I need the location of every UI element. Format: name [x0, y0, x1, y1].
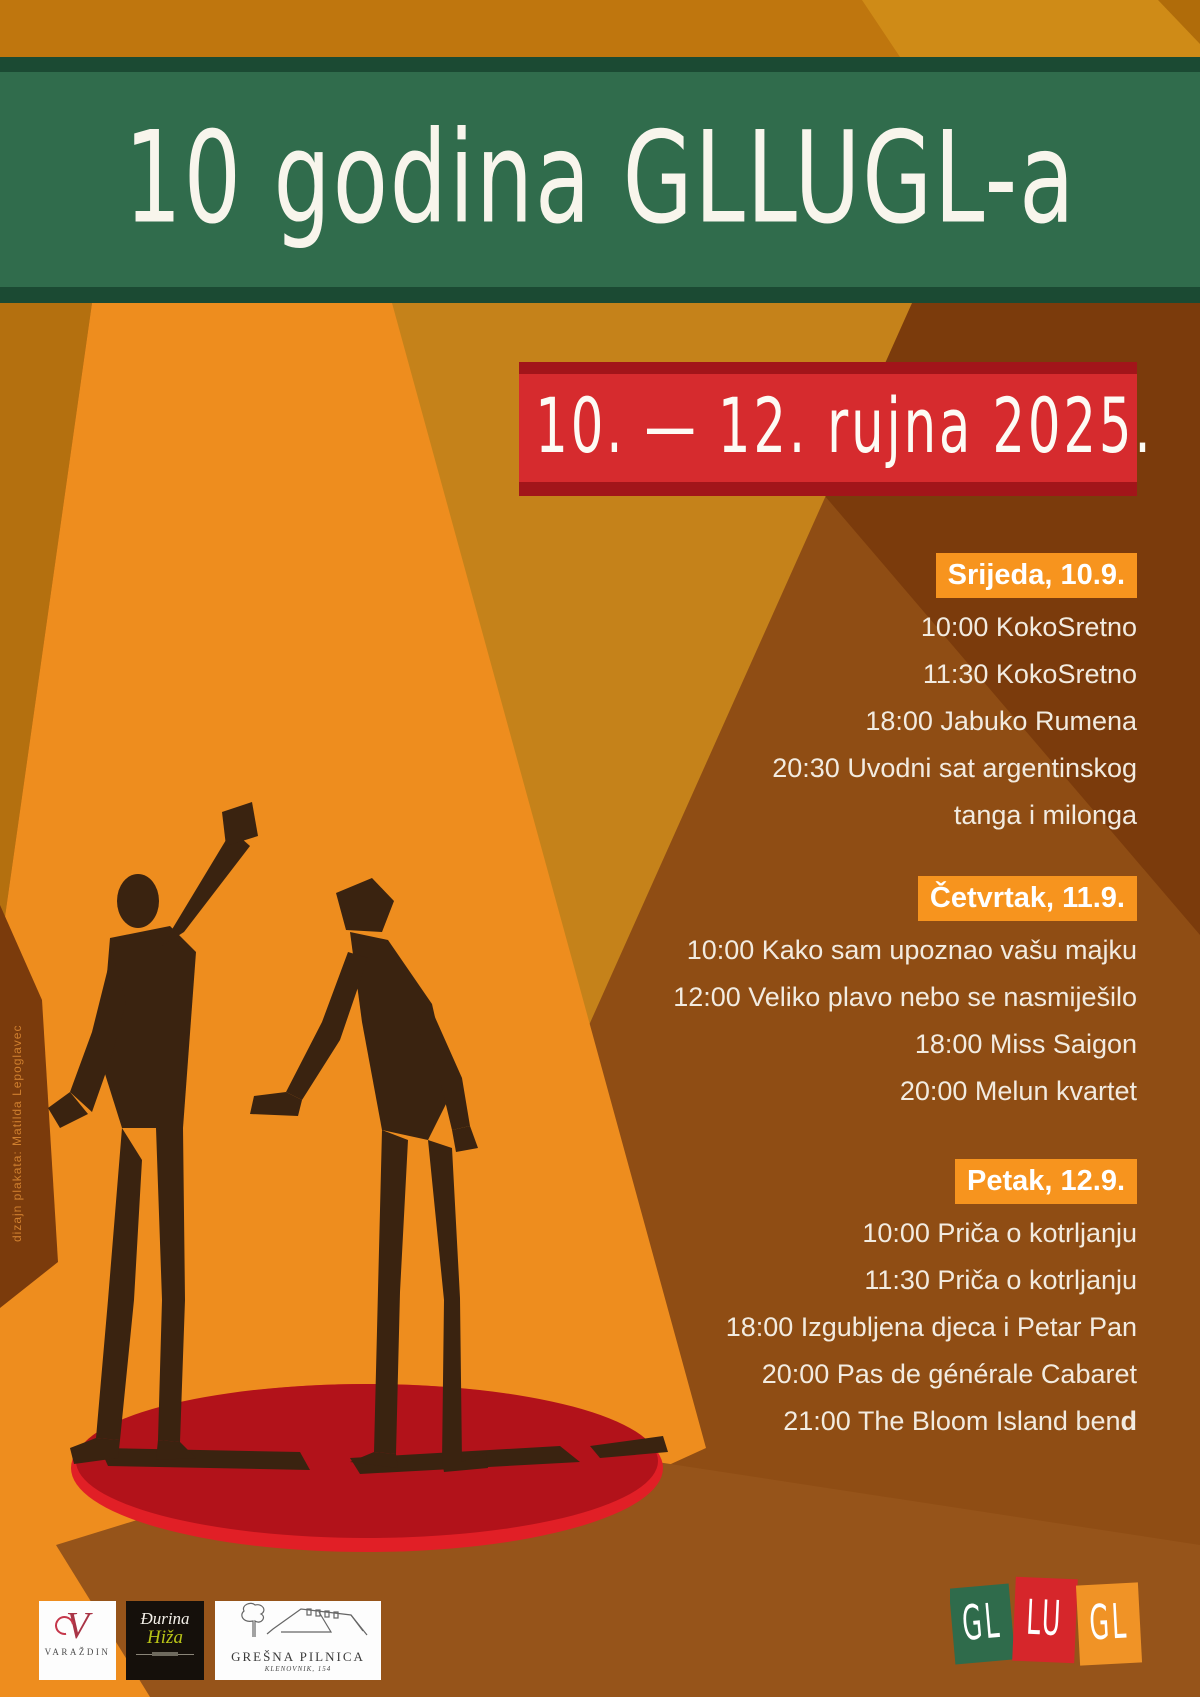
header-band: [0, 57, 1200, 303]
gresna-pilnica-logo: [215, 1601, 381, 1680]
schedule-section-friday: [437, 1159, 1137, 1445]
varazdin-logo: [39, 1601, 116, 1680]
house-tree-line-art: [223, 1601, 373, 1643]
schedule-item: 20:30 Uvodni sat argentinskog: [772, 753, 1137, 783]
djurina-line1: Đurina: [140, 1609, 190, 1628]
gllugl-card-red: [1012, 1577, 1078, 1664]
schedule-item: 12:00 Veliko plavo nebo se nasmiješilo: [673, 982, 1137, 1012]
schedule-section-wednesday: [437, 553, 1137, 839]
date-banner: [519, 362, 1154, 496]
schedule-item: 18:00 Jabuko Rumena: [865, 706, 1137, 736]
djurina-fine-print-rule: [136, 1654, 194, 1658]
monogram-letter: V: [65, 1605, 90, 1647]
date-range: 10. — 12. rujna 2025.: [535, 382, 1154, 471]
schedule-item: 10:00 KokoSretno: [920, 612, 1137, 642]
schedule-item: 10:00 Kako sam upoznao vašu majku: [686, 935, 1137, 965]
gllugl-card-orange: [1076, 1582, 1142, 1665]
varazdin-monogram: [66, 1607, 89, 1645]
gllugl-card-green: [950, 1584, 1015, 1665]
day-items: [437, 927, 1137, 1115]
gresna-wordmark: GREŠNA PILNICA: [231, 1649, 365, 1664]
day-items: [437, 604, 1137, 839]
gllugl-logo: [950, 1576, 1150, 1671]
schedule-section-thursday: [437, 876, 1137, 1115]
gllugl-letters: GL: [960, 1593, 1004, 1653]
design-credit: dizajn plakata: Matilda Lepoglavec: [10, 1024, 24, 1242]
schedule-item: 11:30 Priča o kotrljanju: [864, 1265, 1137, 1295]
djurina-hiza-logo: [126, 1601, 204, 1680]
gllugl-letters: LU: [1025, 1590, 1065, 1648]
day-header: Srijeda, 10.9.: [936, 553, 1137, 598]
day-header: Petak, 12.9.: [955, 1159, 1137, 1204]
schedule-item: 18:00 Izgubljena djeca i Petar Pan: [725, 1312, 1137, 1342]
gllugl-letters: GL: [1087, 1594, 1130, 1653]
schedule-item: 11:30 KokoSretno: [922, 659, 1137, 689]
gresna-address: KLENOVNIK, 154: [264, 1665, 332, 1673]
schedule-item: 10:00 Priča o kotrljanju: [862, 1218, 1137, 1248]
varazdin-wordmark: VARAŽDIN: [44, 1647, 111, 1657]
schedule-item-text: 21:00 The Bloom Island ben: [783, 1406, 1121, 1436]
day-header: Četvrtak, 11.9.: [918, 876, 1137, 921]
schedule-item: 20:00 Melun kvartet: [899, 1076, 1137, 1106]
djurina-line2: Hiža: [147, 1627, 183, 1648]
schedule-item: tanga i milonga: [953, 800, 1137, 830]
schedule-item-bold-suffix: d: [1120, 1406, 1137, 1436]
schedule-item: [437, 1398, 1137, 1445]
page-title: 10 godina GLLUGL-a: [124, 104, 1076, 252]
day-items: [437, 1210, 1137, 1445]
schedule-item: 20:00 Pas de générale Cabaret: [761, 1359, 1137, 1389]
schedule-item: 18:00 Miss Saigon: [914, 1029, 1137, 1059]
